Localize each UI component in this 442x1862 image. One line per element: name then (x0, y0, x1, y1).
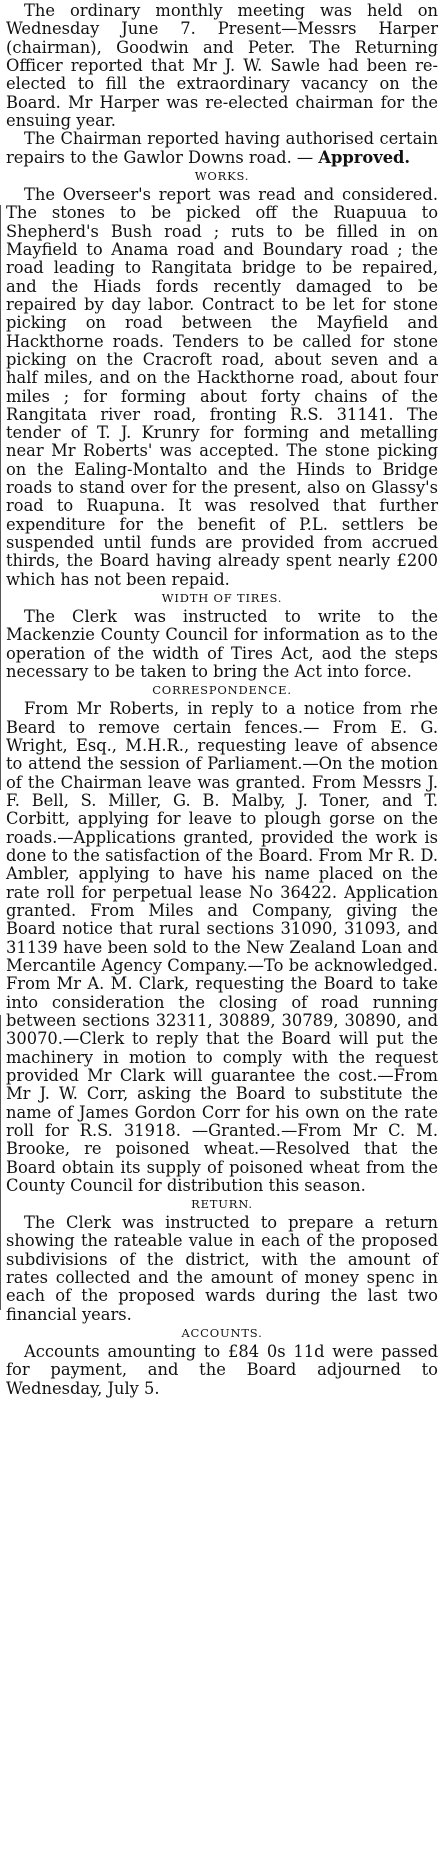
return-heading: RETURN. (191, 1197, 253, 1212)
return-paragraph: The Clerk was instructed to prepare a return showing the rateable value in each of the proposed subdivisions of the district, with the amount of rates collected and the amount of money spenc in each of the proposed wards during the last two financial years. (6, 1213, 438, 1324)
accounts-heading: ACCOUNTS. (181, 1326, 263, 1341)
gawler-downs-text: The Chairman reported having authorised certain repairs to the Gawlor Downs road. — (6, 129, 438, 167)
approved-text: Approved. (318, 147, 411, 167)
gawler-downs-paragraph (6, 130, 438, 167)
correspondence-paragraph: From Mr Roberts, in reply to a notice from rhe Beard to remove certain fences.— From E. G. Wright, Esq., M.H.R., requesting leave of absence to attend the session of Parliament.—On the motion of the Chairman leave was granted. From Messrs J. F. Bell, S. Miller, G. B. Malby, J. Toner, and T. Corbitt, applying for leave to plough gorse on the roads.—Applications granted, provided the work is done to the satisfaction of the Board. From Mr R. D. Ambler, applying to have his name placed on the rate roll for perpetual lease No 36422. Application granted. From Miles and Company, giving the Board notice that rural sections 31090, 31093, and 31139 have been sold to the New Zealand Loan and Mercantile Agency Company.—To be acknowledged. From Mr A. M. Clark, requesting the Board to take into consideration the closing of road running between sections 32311, 30889, 30789, 30890, and 30070.—Clerk to reply that the Board will put the machinery in motion to comply with the request provided Mr Clark will guarantee the cost.—From Mr J. W. Corr, asking the Board to substitute the name of James Gordon Corr for his own on the rate roll for R.S. 31918. —Granted.—From Mr C. M. Brooke, re poisoned wheat.—Resolved that the Board obtain its supply of poisoned wheat from the County Council for distribution this season. (6, 699, 438, 1195)
works-paragraph: The Overseer's report was read and considered. The stones to be picked off the Ruapuua to Shepherd's Bush road ; ruts to be filled in on Mayfield to Anama road and Boundary road ; the road leading to Rangitata bridge to be repaired, and the Hiads fords recently damaged to be repaired by day labor. Contract to be let for stone picking on road between the Mayfield and Hackthorne roads. Tenders to be called for stone picking on the Cracroft road, about seven and a half miles, and on the Hackthorne road, about four miles ; for forming about forty chains of the Rangitata river road, fronting R.S. 31141. The tender of T. J. Krunry for forming and metalling near Mr Roberts' was accepted. The stone picking on the Ealing-Montalto and the Hinds to Bridge roads to stand over for the present, also on Glassy's road to Ruapuna. It was resolved that further expenditure for the benefit of P.L. settlers be suspended until funds are provided from accrued thirds, the Board having already spent nearly £200 which has not been repaid. (6, 184, 438, 589)
column-rule-lower (0, 1015, 1, 1310)
width-of-tires-paragraph: The Clerk was instructed to write to the Mackenzie County Council for information as to the operation of the width of Tires Act, aod the steps necessary to be taken to bring the Act into force. (6, 607, 438, 682)
intro-paragraph: The ordinary monthly meeting was held on Wednesday June 7. Present—Messrs Harper (chairman), Goodwin and Peter. The Returning Officer reported that Mr J. W. Sawle had been re-elected to fill the extraordinary vacancy on the Board. Mr Harper was re-elected chairman for the ensuing year. (6, 1, 438, 130)
newspaper-column (6, 2, 438, 1398)
width-of-tires-heading: WIDTH OF TIRES. (161, 591, 283, 606)
works-heading: WORKS. (194, 168, 250, 183)
correspondence-heading: CORRESPONDENCE. (152, 683, 292, 698)
accounts-paragraph: Accounts amounting to £84 0s 11d were passed for payment, and the Board adjourned to Wednesday, July 5. (6, 1342, 438, 1398)
column-rule-upper (0, 205, 1, 790)
